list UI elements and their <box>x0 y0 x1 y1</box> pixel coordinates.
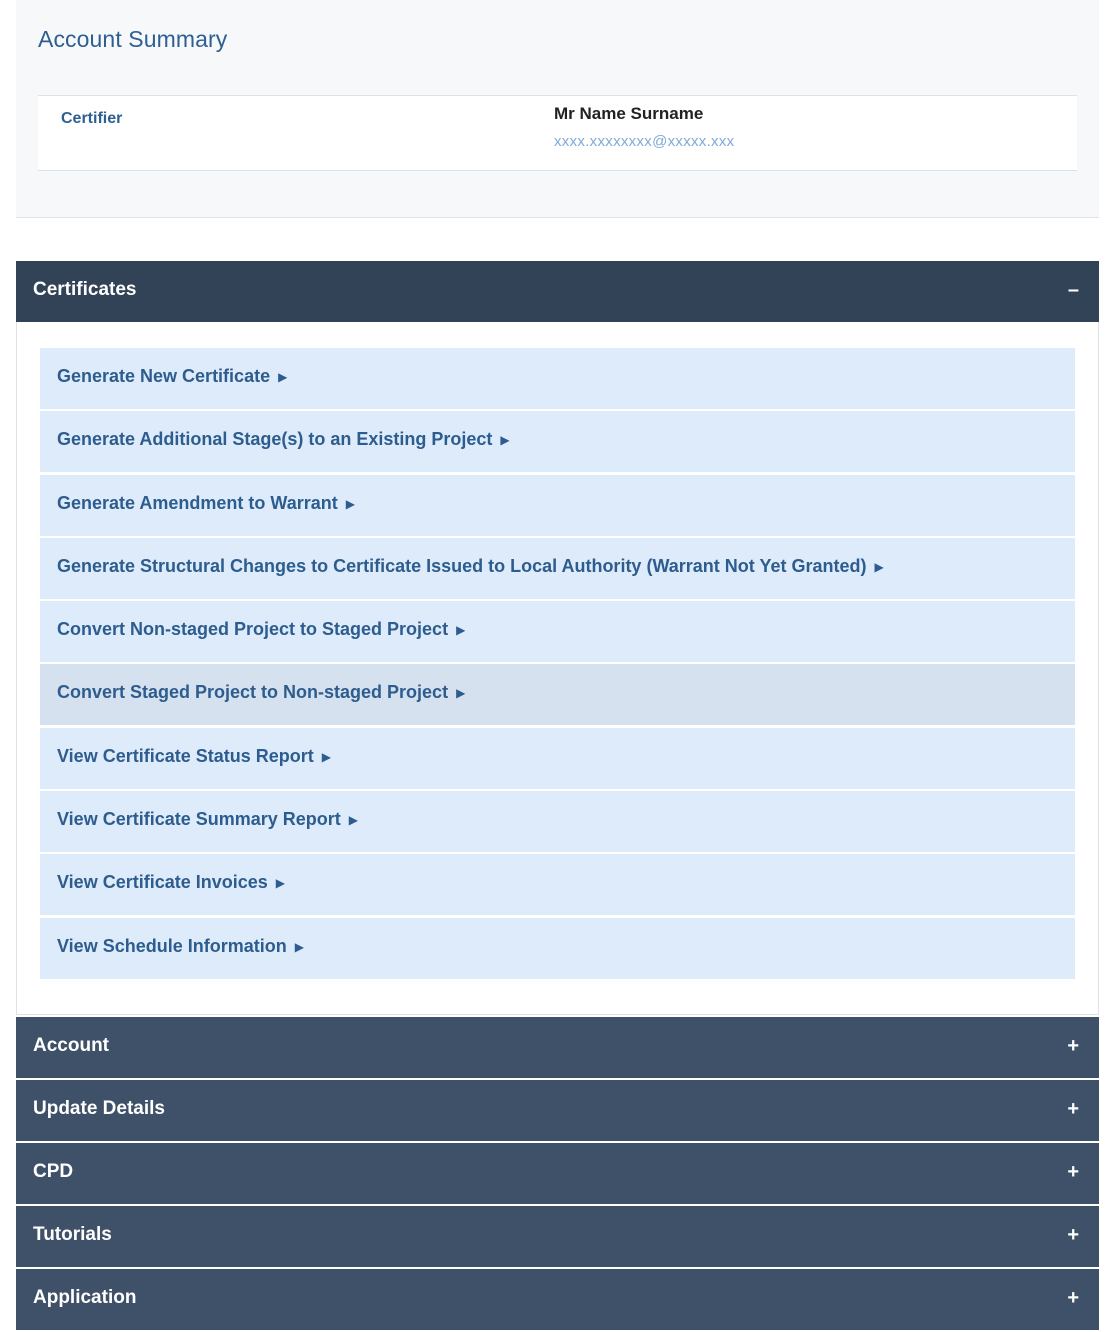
cert-link-generate-new-certificate[interactable] <box>40 348 1075 409</box>
cert-link-generate-structural-changes[interactable] <box>40 538 1075 599</box>
expand-icon[interactable]: + <box>1067 1034 1079 1057</box>
cert-link-convert-to-non-staged[interactable] <box>40 664 1075 725</box>
cert-link-label: View Certificate Status Report <box>57 745 314 766</box>
arrow-right-icon: ▶ <box>874 559 884 574</box>
accordion-label: Tutorials <box>33 1223 112 1245</box>
arrow-right-icon: ▶ <box>321 749 331 764</box>
accordion-header-application[interactable] <box>16 1269 1099 1330</box>
expand-icon[interactable]: + <box>1067 1223 1079 1246</box>
arrow-right-icon: ▶ <box>294 939 304 954</box>
account-role-label: Certifier <box>61 110 123 127</box>
arrow-right-icon: ▶ <box>500 433 510 448</box>
account-summary-title: Account Summary <box>38 26 228 52</box>
expand-icon[interactable]: + <box>1067 1160 1079 1183</box>
cert-link-label: View Schedule Information <box>57 935 287 956</box>
expand-icon[interactable]: + <box>1067 1286 1079 1309</box>
cert-link-label: Convert Staged Project to Non-staged Project <box>57 682 449 703</box>
expand-icon[interactable]: + <box>1067 1097 1079 1120</box>
cert-link-label: Generate Amendment to Warrant <box>57 492 338 513</box>
accordion-header-certificates[interactable] <box>16 261 1099 322</box>
arrow-right-icon: ▶ <box>456 686 466 701</box>
cert-link-view-invoices[interactable] <box>40 854 1075 915</box>
cert-link-label: View Certificate Summary Report <box>57 809 341 830</box>
collapse-icon[interactable]: – <box>1067 279 1079 301</box>
cert-link-view-schedule-information[interactable] <box>40 918 1075 979</box>
account-summary-panel <box>16 0 1099 218</box>
cert-link-label: Generate Structural Changes to Certificate Issued to Local Authority (Warrant Not Yet Granted) <box>57 555 867 576</box>
cert-link-label: Generate New Certificate <box>57 366 271 386</box>
arrow-right-icon: ▶ <box>345 496 355 511</box>
cert-link-label: Convert Non-staged Project to Staged Project <box>57 619 449 640</box>
arrow-right-icon: ▶ <box>456 623 466 638</box>
cert-link-generate-amendment-to-warrant[interactable] <box>40 475 1075 536</box>
accordion-label: Account <box>33 1034 109 1056</box>
accordion-label: Update Details <box>33 1097 165 1119</box>
cert-link-view-status-report[interactable] <box>40 728 1075 789</box>
accordion-header-account[interactable] <box>16 1017 1099 1078</box>
cert-link-generate-additional-stages[interactable] <box>40 411 1075 472</box>
arrow-right-icon: ▶ <box>278 370 288 384</box>
cert-link-label: Generate Additional Stage(s) to an Existing Project <box>57 429 493 450</box>
accordion-header-cpd[interactable] <box>16 1143 1099 1204</box>
cert-link-label: View Certificate Invoices <box>57 872 268 893</box>
accordion-header-update-details[interactable] <box>16 1080 1099 1141</box>
accordion-header-tutorials[interactable] <box>16 1206 1099 1267</box>
account-summary-row <box>38 95 1077 171</box>
accordion-label: Certificates <box>33 279 137 300</box>
dashboard-accordion <box>16 261 1099 1332</box>
arrow-right-icon: ▶ <box>275 876 285 891</box>
accordion-label: CPD <box>33 1160 74 1182</box>
accordion-label: Application <box>33 1286 137 1308</box>
cert-link-convert-to-staged[interactable] <box>40 601 1075 662</box>
account-email-link[interactable]: xxxx.xxxxxxxx@xxxxx.xxx <box>554 133 735 150</box>
accordion-body-certificates <box>16 322 1099 1015</box>
account-holder-name: Mr Name Surname <box>554 104 704 123</box>
cert-link-view-summary-report[interactable] <box>40 791 1075 852</box>
arrow-right-icon: ▶ <box>348 813 358 828</box>
